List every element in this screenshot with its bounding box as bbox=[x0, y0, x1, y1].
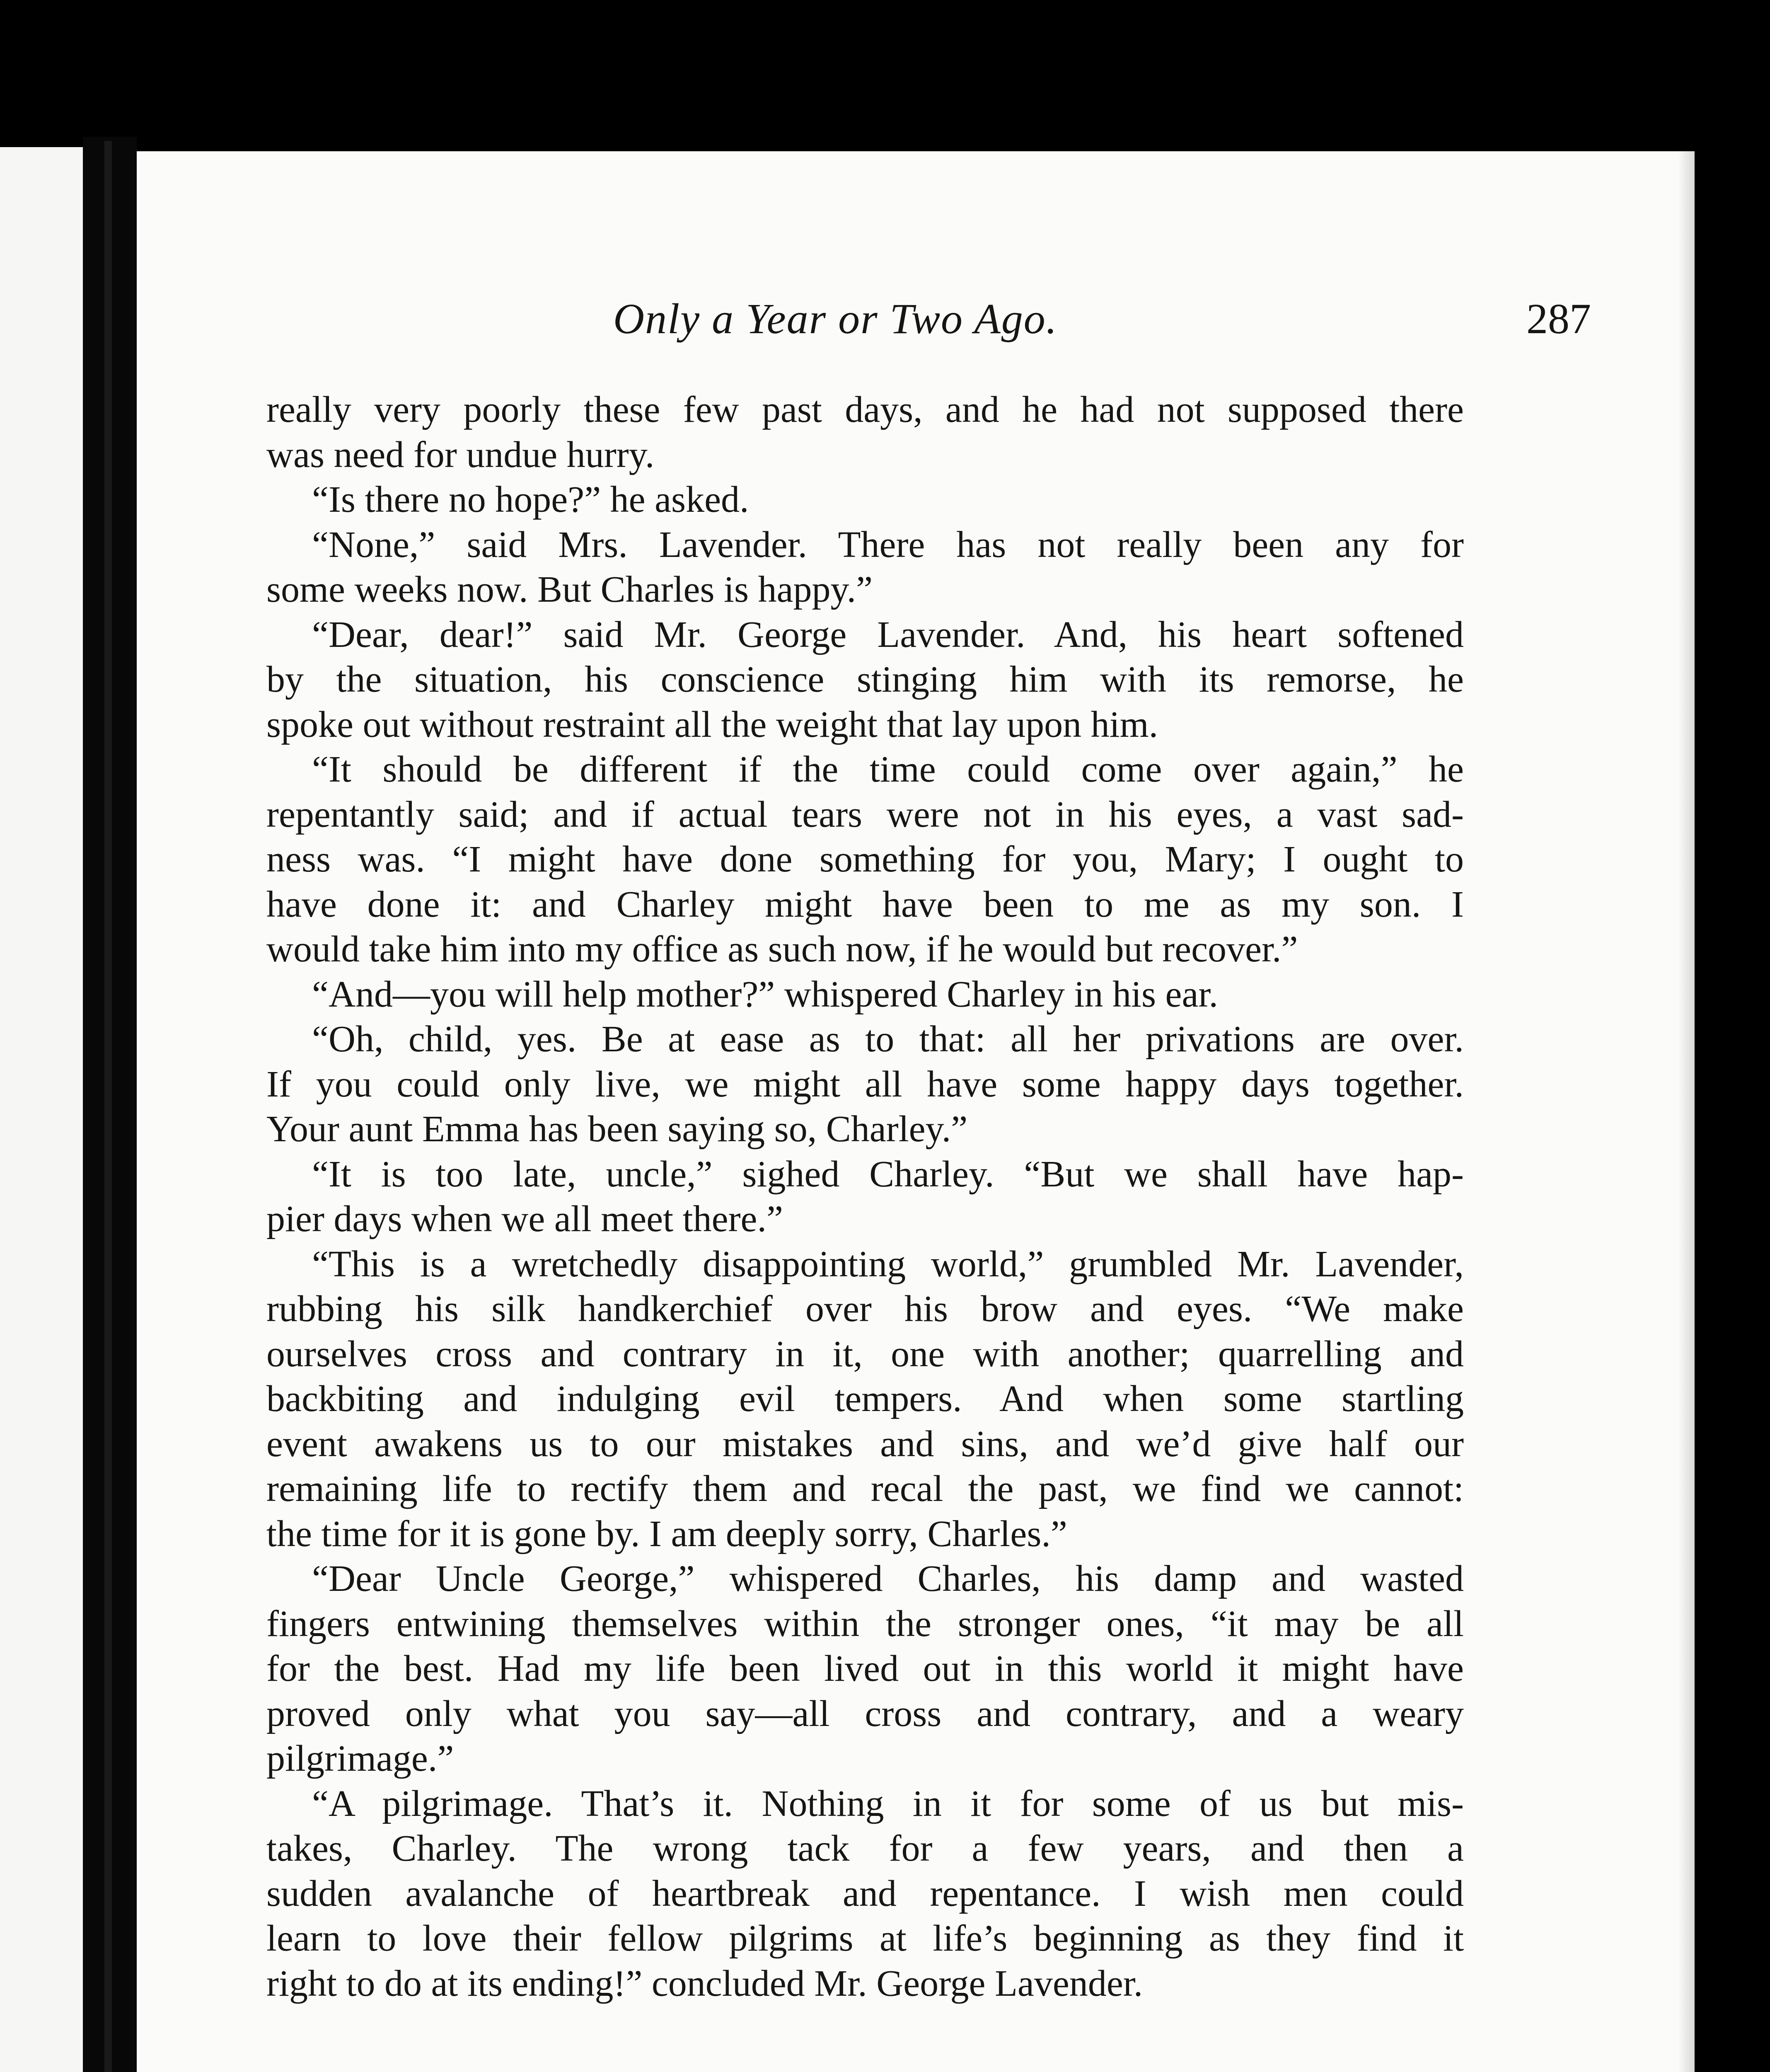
text-line: ourselves cross and contrary in it, one with another; quarrelling and bbox=[266, 1333, 1464, 1375]
text-line: proved only what you say—all cross and contrary, and a weary bbox=[266, 1693, 1464, 1734]
book-page bbox=[137, 151, 1695, 2072]
text-line: remaining life to rectify them and recal the past, we find we cannot: bbox=[266, 1468, 1464, 1509]
text-line: have done it: and Charley might have been to me as my son. I bbox=[266, 884, 1464, 925]
spine-line bbox=[104, 141, 112, 2072]
text-line: right to do at its ending!” concluded Mr. George Lavender. bbox=[266, 1963, 1143, 2004]
text-line: the time for it is gone by. I am deeply sorry, Charles.” bbox=[266, 1513, 1067, 1554]
page-edge-shadow bbox=[1678, 151, 1695, 2072]
text-line: really very poorly these few past days, and he had not supposed there bbox=[266, 389, 1464, 430]
text-line: “It should be different if the time could come over again,” he bbox=[312, 749, 1464, 790]
running-title: Only a Year or Two Ago. bbox=[613, 295, 1058, 343]
text-line: sudden avalanche of heartbreak and repentance. I wish men could bbox=[266, 1873, 1464, 1914]
text-line: “It is too late, uncle,” sighed Charley. “But we shall have hap- bbox=[312, 1153, 1464, 1195]
text-line: “Oh, child, yes. Be at ease as to that: all her privations are over. bbox=[312, 1019, 1464, 1060]
text-line: rubbing his silk handkerchief over his brow and eyes. “We make bbox=[266, 1288, 1464, 1329]
text-line: “A pilgrimage. That’s it. Nothing in it for some of us but mis- bbox=[312, 1783, 1464, 1824]
facing-page-edge bbox=[0, 147, 83, 2072]
text-line: “This is a wretchedly disappointing world,” grumbled Mr. Lavender, bbox=[312, 1243, 1464, 1285]
text-line: fingers entwining themselves within the stronger ones, “it may be all bbox=[266, 1603, 1464, 1644]
text-line: “Is there no hope?” he asked. bbox=[312, 479, 749, 520]
text-line: learn to love their fellow pilgrims at life’s beginning as they find it bbox=[266, 1918, 1464, 1959]
text-line: pilgrimage.” bbox=[266, 1738, 454, 1779]
text-line: would take him into my office as such now, if he would but recover.” bbox=[266, 929, 1298, 970]
text-line: ness was. “I might have done something for you, Mary; I ought to bbox=[266, 839, 1464, 880]
text-line: for the best. Had my life been lived out in this world it might have bbox=[266, 1648, 1464, 1689]
text-line: was need for undue hurry. bbox=[266, 434, 655, 475]
text-line: by the situation, his conscience stinging him with its remorse, he bbox=[266, 659, 1464, 700]
text-line: “None,” said Mrs. Lavender. There has not really been any for bbox=[312, 524, 1464, 565]
text-line: backbiting and indulging evil tempers. And when some startling bbox=[266, 1378, 1464, 1419]
text-line: some weeks now. But Charles is happy.” bbox=[266, 569, 873, 610]
text-line: takes, Charley. The wrong tack for a few years, and then a bbox=[266, 1828, 1464, 1869]
text-line: Your aunt Emma has been saying so, Charley.” bbox=[266, 1109, 968, 1150]
body-text bbox=[266, 387, 1464, 2006]
text-line: repentantly said; and if actual tears were not in his eyes, a vast sad- bbox=[266, 794, 1464, 835]
text-line: pier days when we all meet there.” bbox=[266, 1198, 783, 1239]
text-line: event awakens us to our mistakes and sins, and we’d give half our bbox=[266, 1423, 1464, 1464]
text-line: “And—you will help mother?” whispered Charley in his ear. bbox=[312, 973, 1218, 1015]
text-line: “Dear Uncle George,” whispered Charles, his damp and wasted bbox=[312, 1558, 1464, 1599]
text-line: “Dear, dear!” said Mr. George Lavender. And, his heart softened bbox=[312, 614, 1464, 655]
text-line: spoke out without restraint all the weight that lay upon him. bbox=[266, 704, 1158, 745]
text-line: If you could only live, we might all have some happy days together. bbox=[266, 1063, 1464, 1105]
page-number: 287 bbox=[1526, 295, 1591, 343]
